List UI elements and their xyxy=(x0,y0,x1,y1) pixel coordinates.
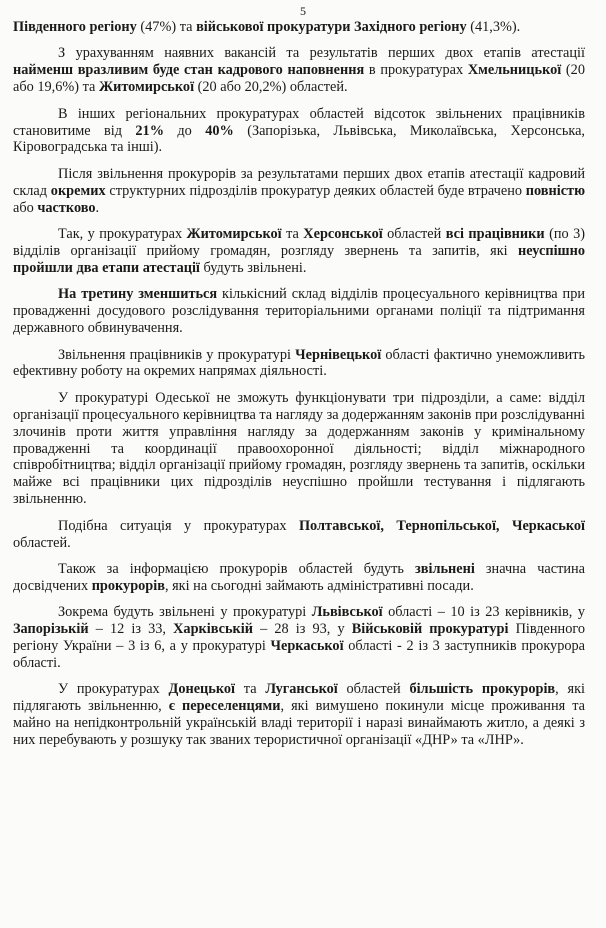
bold-text: Луганської xyxy=(265,681,338,698)
paragraph xyxy=(13,518,585,552)
bold-text: 21% xyxy=(135,122,164,139)
paragraph xyxy=(13,19,585,36)
text-run: (Запорізька, Львівська, Миколаївська, Херсонська, Кіровоградська та інші). xyxy=(13,122,585,156)
text-run: Після звільнення прокурорів за результатами перших двох етапів атестації кадровий склад xyxy=(13,165,585,199)
bold-text: неуспішно пройшли два етапи атестації xyxy=(13,242,585,276)
text-run: – 28 із 93, у xyxy=(252,621,352,638)
bold-text: Житомирської xyxy=(98,79,195,96)
text-run: та xyxy=(281,226,304,243)
bold-text: звільнені xyxy=(415,560,475,577)
text-run: Звільнення працівників у прокуратурі xyxy=(58,346,296,363)
bold-text: Чернівецької xyxy=(295,346,382,363)
bold-text: Донецької xyxy=(168,681,236,698)
text-run: будуть звільнені. xyxy=(199,259,307,276)
text-run: У прокуратурах xyxy=(58,681,169,698)
document-body xyxy=(13,19,585,759)
bold-text: 40% xyxy=(205,122,234,139)
text-run: області фактично унеможливить ефективну роботу на окремих напрямах діяльності. xyxy=(13,346,585,380)
bold-text: Військовій прокуратурі xyxy=(351,621,509,638)
paragraph xyxy=(13,390,585,508)
paragraph xyxy=(13,681,585,749)
text-run: В інших регіональних прокуратурах областей відсоток звільнених працівників становитиме від xyxy=(13,105,585,139)
text-run: кількісний склад відділів процесуального керівництва при провадженні досудового розслідування територіальними органами поліції та підтримання державного обвинувачення. xyxy=(13,286,585,337)
bold-text: Львівської xyxy=(311,604,383,621)
bold-text: Запорізькій xyxy=(13,621,89,638)
text-run: або xyxy=(13,199,38,216)
paragraph xyxy=(13,166,585,217)
text-run: (47%) та xyxy=(136,19,197,35)
paragraph xyxy=(13,347,585,381)
paragraph xyxy=(13,561,585,595)
text-run: Південного регіону України – 3 із 6, а у прокуратурі xyxy=(13,621,586,655)
text-run: значна частина досвідчених xyxy=(13,560,585,594)
text-run: областей. xyxy=(13,534,71,551)
bold-text: всі працівники xyxy=(445,226,545,243)
text-run: структурних підрозділів прокуратур деяких областей буде втрачено xyxy=(105,182,526,199)
text-run: Подібна ситуація у прокуратурах xyxy=(58,517,299,534)
text-run: У прокуратурі Одеської не зможуть функціонувати три підрозділи, а саме: відділ організації процесуального керівництва та нагляду за додержанням законів при розслідуванні злочинів проти життя управління нагляду за додержанням законів у кримінальному провадженні та координації правоохоронної діяльності; відділ міжнародного співробітництва; відділ організації прийому громадян, розгляду звернень та запитів, оскільки майже всі працівники цих підрозділів неуспішно пройшли тестування і підлягають звільненню. xyxy=(13,389,585,508)
bold-text: є переселенцями xyxy=(168,698,281,715)
text-run: областей xyxy=(337,681,410,698)
text-run: – 12 із 33, xyxy=(88,621,174,638)
text-run: Так, у прокуратурах xyxy=(58,226,187,243)
text-run: області - 2 із 3 заступників прокурора області. xyxy=(13,638,585,671)
bold-text: Житомирської xyxy=(186,226,282,243)
bold-text: Полтавської, Тернопільської, Черкаської xyxy=(298,517,585,534)
bold-text: Південного регіону xyxy=(13,19,137,35)
text-run: (41,3%). xyxy=(466,19,521,35)
text-run: (20 або 19,6%) та xyxy=(13,62,585,96)
bold-text: Херсонської xyxy=(303,226,383,243)
paragraph xyxy=(13,286,585,337)
bold-text: Харківській xyxy=(173,621,253,638)
page-number: 5 xyxy=(300,4,306,18)
text-run: , які вимушено покинули місце проживання та майно на непідконтрольній українській владі території і наразі винаймають житло, а деякі з них перебувають у розшуку так званих терористичної організації «ДНР» та «ЛНР». xyxy=(13,698,585,749)
bold-text: частково xyxy=(37,199,96,216)
text-run: в прокуратурах xyxy=(364,62,468,79)
text-run: та xyxy=(235,681,266,698)
bold-text: більшість прокурорів xyxy=(409,681,556,698)
bold-text: військової прокуратури Західного регіону xyxy=(196,19,467,35)
bold-text: повністю xyxy=(525,182,585,199)
text-run: Зокрема будуть звільнені у прокуратурі xyxy=(58,604,312,621)
bold-text: На третину зменшиться xyxy=(58,286,218,303)
paragraph xyxy=(13,106,585,157)
paragraph xyxy=(13,604,585,672)
text-run: , які підлягають звільненню, xyxy=(13,681,585,715)
text-run: З урахуванням наявних вакансій та результатів перших двох етапів атестації xyxy=(58,45,585,62)
bold-text: найменш вразливим буде стан кадрового наповнення xyxy=(13,62,365,79)
paragraph xyxy=(13,45,585,96)
bold-text: окремих xyxy=(50,182,106,199)
text-run: . xyxy=(95,199,100,216)
text-run: до xyxy=(164,122,206,139)
bold-text: прокурорів xyxy=(91,577,165,594)
text-run: області – 10 із 23 керівників, у xyxy=(382,604,585,621)
text-run: областей xyxy=(382,226,446,243)
text-run: (20 або 20,2%) областей. xyxy=(194,79,348,96)
text-run: Також за інформацією прокурорів областей будуть xyxy=(58,560,416,577)
bold-text: Черкаської xyxy=(270,638,344,655)
paragraph xyxy=(13,226,585,277)
text-run: , які на сьогодні займають адміністративні посади. xyxy=(164,577,474,594)
bold-text: Хмельницької xyxy=(467,62,562,79)
text-run: (по 3) відділів організації прийому громадян, розгляду звернень та запитів, які xyxy=(13,226,585,259)
